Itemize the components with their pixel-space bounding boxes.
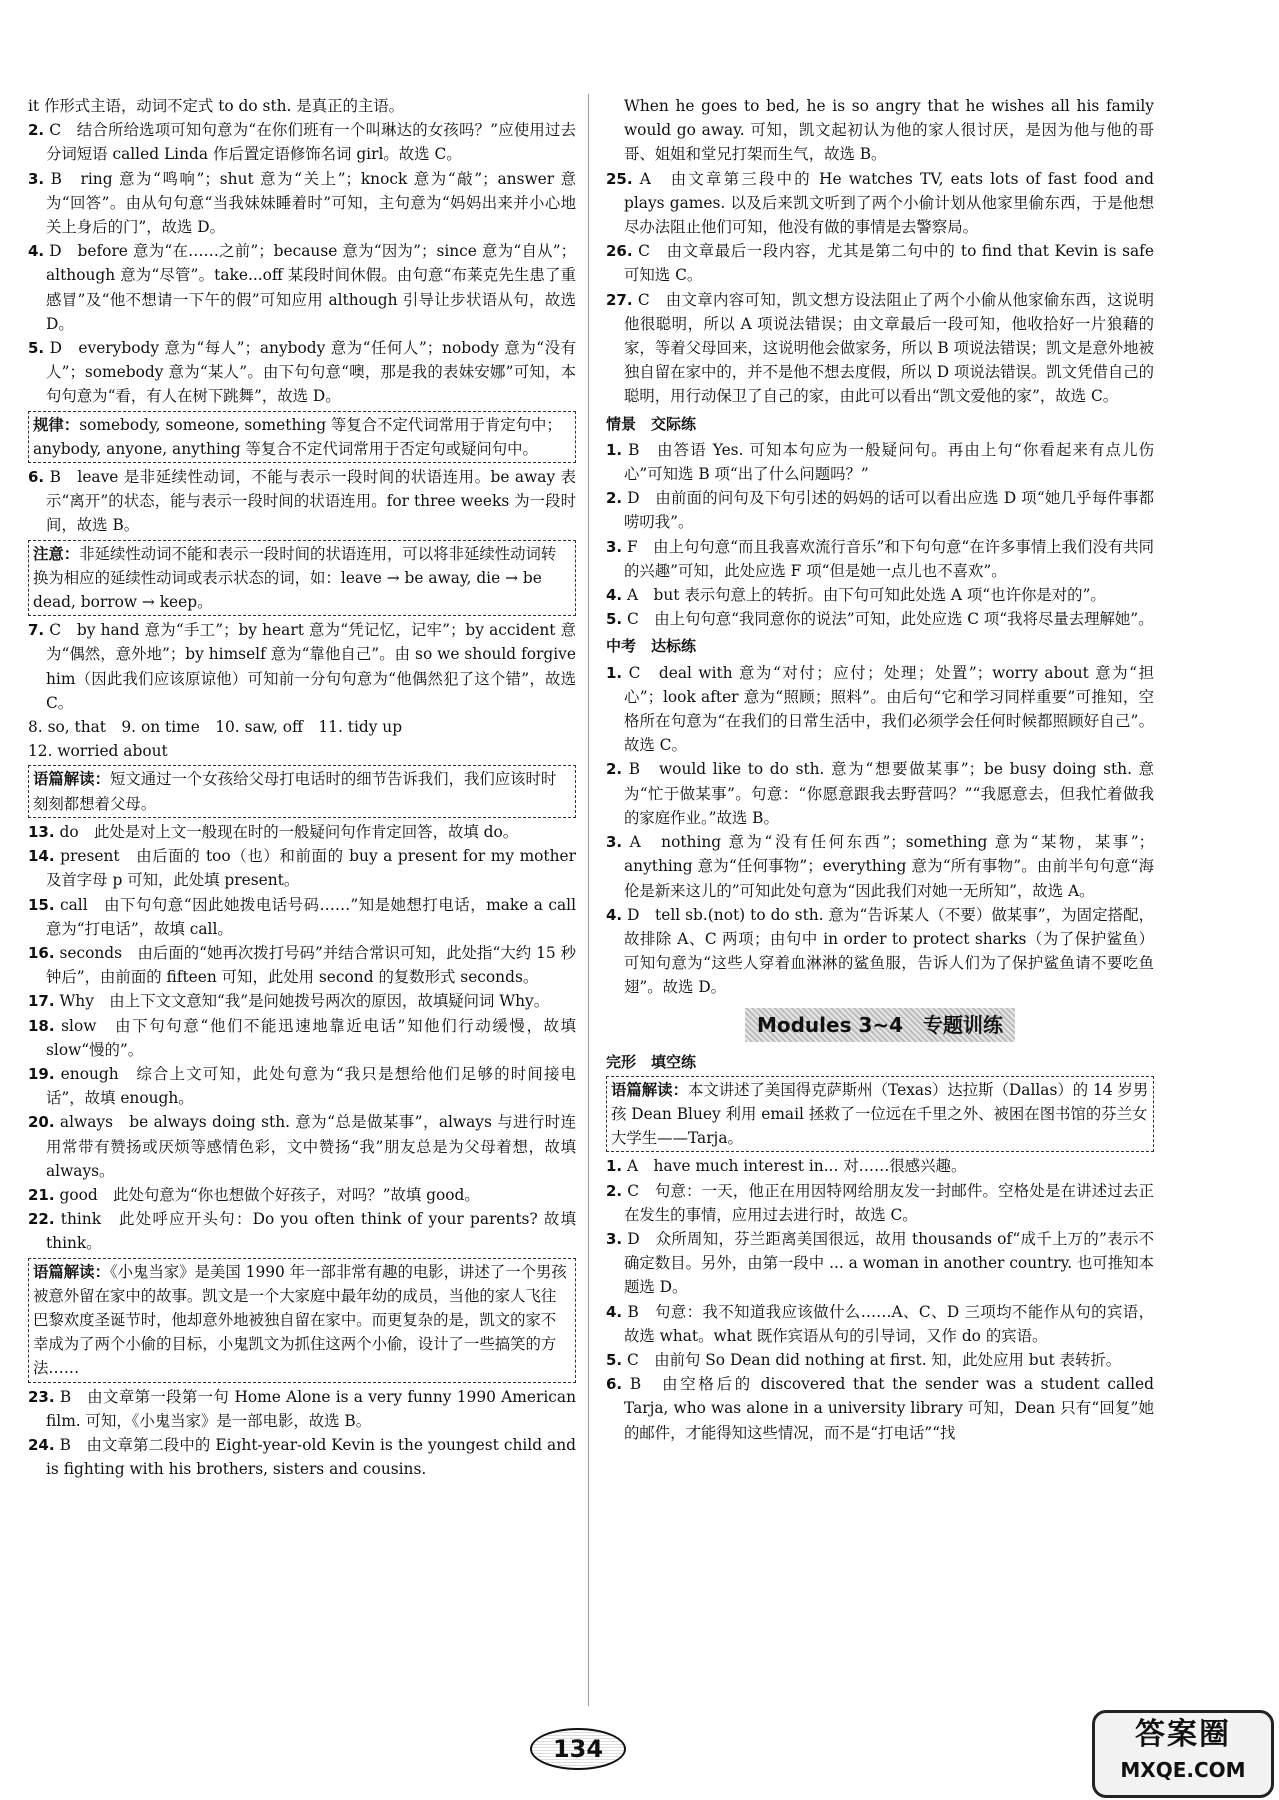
- section-heading-cloze: 完形 填空练: [606, 1052, 697, 1071]
- answer-number: 1.: [606, 663, 623, 682]
- answer-text: slow 由下句句意“他们不能迅速地靠近电话”知他们行动缓慢，故填 slow“慢的”。: [46, 1016, 576, 1059]
- note-box-text: somebody, someone, something 等复合不定代词常用于肯定句中；anybody, anyone, anything 等复合不定代词常用于否定句或疑问句中。: [33, 415, 562, 458]
- answer-item: [606, 1372, 1154, 1445]
- answer-item: [28, 1062, 576, 1110]
- answer-item: [28, 239, 576, 336]
- answer-number: 26.: [606, 242, 633, 261]
- answer-text: C deal with 意为“对付；应付；处理；处置”；worry about 意为“担心”；look after 意为“照顾；照料”。由后句“它和学习同样重要”可推知，空格所在句意为“在我们的日常生活中，我们必须学会任何时候都照顾好自己”。故选 C。: [622, 663, 1154, 755]
- answer-text: call 由下句句意“因此她拨电话号码……”知是她想打电话，make a call 意为“打电话”，故填 call。: [46, 895, 576, 938]
- answer-number: 15.: [28, 895, 55, 914]
- note-box-text: 本文讲述了美国得克萨斯州（Texas）达拉斯（Dallas）的 14 岁男孩 Dean Bluey 利用 email 拯救了一位远在千里之外、被困在图书馆的芬兰女大学生——Tarja。: [611, 1080, 1149, 1148]
- answer-item: [28, 715, 576, 739]
- answer-item: [28, 1110, 576, 1183]
- answer-number: 2.: [28, 121, 45, 140]
- answer-text: When he goes to bed, he is so angry that he wishes all his family would go away. 可知，凯文起初认为他的家人很讨厌，是因为他与他的哥哥、姐姐和堂兄打架而生气，故选 B。: [624, 97, 1154, 164]
- answer-text: C 由文章内容可知，凯文想方设法阻止了两个小偷从他家偷东西，这说明他很聪明，所以 A 项说法错误；由文章最后一段可知，他收拾好一片狼藉的家，等着父母回来，这说明他会做家务，所以 B 项说法错误；凯文是意外地被独自留在家中的，并不是他不想去度假，所以 D 项说法错误。凯文凭借自己的聪明，用行动保卫了自己的家，由此可以看出“凯文爱他的家”，故选 C。: [624, 290, 1155, 406]
- answer-item: [606, 239, 1154, 287]
- answer-text: seconds 由后面的“她再次拨打号码”并结合常识可知，此处指“大约 15 秒钟后”，由前面的 fifteen 可知，此处用 second 的复数形式 seconds。: [46, 943, 576, 987]
- answer-item: [28, 167, 576, 240]
- answer-item: [28, 1014, 576, 1062]
- answer-item: [28, 336, 576, 409]
- answer-item: [606, 1348, 1154, 1372]
- answer-number: 2.: [606, 1181, 623, 1200]
- note-box: [28, 411, 576, 463]
- note-box: [28, 540, 576, 617]
- answer-number: 5.: [606, 610, 623, 629]
- answer-text: C 由前句 So Dean did nothing at first. 知，此处应用 but 表转折。: [622, 1350, 1122, 1369]
- answer-number: 5.: [606, 1350, 623, 1369]
- answer-number: 3.: [606, 1229, 623, 1248]
- answer-text: B ring 意为“鸣响”；shut 意为“关上”；knock 意为“敲”；answer 意为“回答”。由从句句意“当我妹妹睡着时”可知，主句意为“妈妈出来并小心地关上身后的门”，故选 D。: [44, 169, 576, 237]
- answer-item: [606, 486, 1154, 534]
- answer-item: [28, 820, 576, 844]
- answer-item: [28, 1385, 576, 1433]
- answer-item: [606, 661, 1154, 758]
- answer-number: 13.: [28, 822, 55, 841]
- answer-text: B would like to do sth. 意为“想要做某事”；be busy doing sth. 意为“忙于做某事”。句意：“你愿意跟我去野营吗？”“我愿意去，但我忙着做我的家庭作业。”故选 B。: [622, 760, 1154, 827]
- answer-text: C 由文章最后一段内容，尤其是第二句中的 to find that Kevin is safe 可知选 C。: [624, 242, 1154, 285]
- answer-number: 22.: [28, 1210, 55, 1229]
- answer-number: 2.: [606, 760, 623, 779]
- page-number: 134: [530, 1728, 626, 1770]
- answer-item: [28, 1433, 576, 1481]
- answer-text: B 由文章第一段第一句 Home Alone is a very funny 1990 American film. 可知，《小鬼当家》是一部电影，故选 B。: [46, 1387, 576, 1430]
- answer-text: C 由上句句意“我同意你的说法”可知，此处应选 C 项“我将尽量去理解她”。: [622, 610, 1154, 629]
- answers-group-situational: [606, 438, 1154, 632]
- answer-number: 1.: [606, 1157, 623, 1176]
- answer-item: [606, 583, 1154, 607]
- section-heading-situational: 情景 交际练: [606, 414, 697, 433]
- answer-item: [606, 438, 1154, 486]
- note-box-label: 语篇解读：: [611, 1080, 688, 1099]
- section-heading-exam: 中考 达标练: [606, 637, 697, 656]
- answer-item: [606, 1300, 1154, 1348]
- answer-number: 5.: [28, 339, 45, 358]
- watermark-logo: [1092, 1710, 1274, 1798]
- answer-text: think 此处呼应开头句：Do you often think of your parents? 故填 think。: [46, 1210, 576, 1253]
- answer-number: 27.: [606, 290, 633, 309]
- answer-number: 25.: [606, 169, 633, 188]
- answer-text: B 句意：我不知道我应该做什么……A、C、D 三项均不能作从句的宾语，故选 what。what 既作宾语从句的引导词，又作 do 的宾语。: [622, 1302, 1154, 1345]
- answer-item: [28, 739, 576, 763]
- answer-text: C 结合所给选项可知句意为“在你们班有一个叫琳达的女孩吗？”应使用过去分词短语 called Linda 作后置定语修饰名词 girl。故选 C。: [44, 121, 576, 164]
- note-box-label: 语篇解读：: [33, 1262, 110, 1281]
- answer-text: D 由前面的问句及下句引述的妈妈的话可以看出应选 D 项“她几乎每件事都唠叨我”。: [622, 489, 1154, 532]
- answer-number: 20.: [28, 1113, 55, 1132]
- answer-text: D before 意为“在……之前”；because 意为“因为”；since 意为“自从”；although 意为“尽管”。take...off 某段时间休假。由句意“布莱克先生患了重感冒”及“他不想请一下午的假”可知应用 although 引导让步状语从句，故选 D。: [44, 242, 576, 333]
- answer-number: 4.: [606, 586, 623, 605]
- answer-item: [606, 535, 1154, 583]
- note-box: [28, 1258, 576, 1383]
- answer-item: [606, 1227, 1154, 1300]
- answer-item: [606, 1179, 1154, 1227]
- answer-number: 4.: [606, 905, 623, 924]
- answer-text: 8. so, that 9. on time 10. saw, off 11. tidy up: [28, 718, 403, 737]
- answer-text: B 由空格后的 discovered that the sender was a student called Tarja, who was alone in a university library 可知，Dean 只有“回复”她的邮件，才能得知这些情况，而不是“打电话”“找: [622, 1375, 1154, 1442]
- answer-item: [606, 288, 1154, 409]
- note-box-label: 规律：: [33, 415, 80, 434]
- answer-text: C 句意：一天，他正在用因特网给朋友发一封邮件。空格处是在讲述过去正在发生的事情，应用过去进行时，故选 C。: [622, 1181, 1154, 1224]
- answer-item: [606, 757, 1154, 830]
- answer-item: [28, 941, 576, 989]
- answer-number: 3.: [606, 833, 623, 852]
- answer-number: 21.: [28, 1185, 55, 1204]
- answer-item: [28, 94, 576, 118]
- answer-item: [606, 903, 1154, 1000]
- answer-item: [28, 118, 576, 166]
- answer-text: D 众所周知，芬兰距离美国很远，故用 thousands of“成千上万的”表示不确定数目。另外，由第一段中 ... a woman in another country. 也可推知本题选 D。: [622, 1229, 1154, 1297]
- answer-item: [28, 893, 576, 941]
- answer-item: [28, 1207, 576, 1255]
- answer-text: do 此处是对上文一般现在时的一般疑问句作肯定回答，故填 do。: [54, 822, 519, 841]
- left-column: [28, 94, 576, 1481]
- answer-number: 6.: [28, 468, 45, 487]
- answer-text: C by hand 意为“手工”；by heart 意为“凭记忆，记牢”；by accident 意为“偶然，意外地”；by himself 意为“靠他自己”。由 so we should forgive him（因此我们应该原谅他）可知前一分句句意为“他偶然犯了这个错”，故选 C。: [44, 621, 576, 712]
- answer-number: 4.: [28, 242, 45, 261]
- answer-text: F 由上句句意“而且我喜欢流行音乐”和下句句意“在许多事情上我们没有共同的兴趣”可知，此处应选 F 项“但是她一点儿也不喜欢”。: [622, 537, 1154, 580]
- answer-text: 12. worried about: [28, 742, 168, 761]
- answer-text: D everybody 意为“每人”；anybody 意为“任何人”；nobody 意为“没有人”；somebody 意为“某人”。由下句句意“噢，那是我的表妹安娜”可知，本句句意为“看，有人在树下跳舞”，故选 D。: [44, 339, 576, 406]
- answer-text: A 由文章第三段中的 He watches TV, eats lots of fast food and plays games. 以及后来凯文听到了两个小偷计划从他家里偷东西，于是他想尽办法阻止他们可知，他没有做的事情是去警察局。: [624, 169, 1154, 237]
- answer-item: [28, 618, 576, 715]
- answer-text: B leave 是非延续性动词，不能与表示一段时间的状语连用。be away 表示“离开”的状态，能与表示一段时间的状语连用。for three weeks 为一段时间，故选 B。: [44, 468, 576, 535]
- answer-text: A but 表示句意上的转折。由下句可知此处选 A 项“也许你是对的”。: [622, 586, 1106, 605]
- answers-group-cloze: [606, 1076, 1154, 1445]
- answer-number: 17.: [28, 992, 55, 1011]
- answer-text: enough 综合上文可知，此处句意为“我只是想给他们足够的时间接电话”，故填 enough。: [46, 1064, 576, 1108]
- answer-number: 19.: [28, 1064, 55, 1083]
- note-box: [28, 765, 576, 817]
- answers-group-exam: [606, 661, 1154, 1000]
- answer-item: [28, 1183, 576, 1207]
- answer-text: it 作形式主语，动词不定式 to do sth. 是真正的主语。: [28, 97, 405, 115]
- modules-banner: Modules 3~4 专题训练: [745, 1008, 1015, 1042]
- answer-number: 6.: [606, 1375, 623, 1394]
- answer-item: [28, 844, 576, 892]
- answer-number: 16.: [28, 943, 55, 962]
- answer-text: always be always doing sth. 意为“总是做某事”，always 与进行时连用常带有赞扬或厌烦等感情色彩，文中赞扬“我”朋友总是为父母着想，故填 always。: [46, 1113, 576, 1180]
- answer-number: 18.: [28, 1016, 55, 1035]
- watermark-top-text: 答案圈: [1135, 1717, 1231, 1752]
- note-box: [606, 1076, 1154, 1153]
- answer-item: [606, 1154, 1154, 1178]
- answer-number: 1.: [606, 440, 623, 459]
- note-box-label: 注意：: [33, 544, 80, 563]
- note-box-text: 《小鬼当家》是美国 1990 年一部非常有趣的电影，讲述了一个男孩被意外留在家中的故事。凯文是一个大家庭中最年幼的成员，当他的家人飞往巴黎欢度圣诞节时，他却意外地被独自留在家中。而更复杂的是，凯文的家不幸成为了两个小偷的目标，小鬼凯文为抓住这两个小偷，设计了一些搞笑的方法……: [33, 1262, 567, 1378]
- answer-text: present 由后面的 too（也）和前面的 buy a present for my mother 及首字母 p 可知，此处填 present。: [46, 847, 576, 890]
- answer-text: Why 由上下文文意知“我”是问她拨号两次的原因，故填疑问词 Why。: [54, 992, 550, 1011]
- answer-text: good 此处句意为“你也想做个好孩子，对吗？”故填 good。: [54, 1185, 480, 1204]
- note-box-label: 语篇解读：: [33, 770, 110, 789]
- watermark-bottom-text: MXQE.COM: [1120, 1758, 1246, 1782]
- answer-item: [28, 465, 576, 538]
- answer-item: [606, 607, 1154, 631]
- answer-number: 14.: [28, 847, 55, 866]
- answer-text: B 由答语 Yes. 可知本句应为一般疑问句。再由上句“你看起来有点儿伤心”可知选 B 项“出了什么问题吗？”: [622, 440, 1154, 484]
- answer-item: [606, 830, 1154, 903]
- answers-group-a: [606, 94, 1154, 409]
- answer-number: 4.: [606, 1302, 623, 1321]
- answer-number: 7.: [28, 621, 45, 640]
- answer-number: 2.: [606, 489, 623, 508]
- answer-number: 23.: [28, 1387, 55, 1406]
- answer-text: A have much interest in... 对……很感兴趣。: [622, 1157, 967, 1176]
- answer-item: [606, 167, 1154, 240]
- answer-number: 24.: [28, 1435, 55, 1454]
- answer-number: 3.: [28, 169, 45, 188]
- note-box-text: 短文通过一个女孩给父母打电话时的细节告诉我们，我们应该时时刻刻都想着父母。: [33, 770, 557, 813]
- answer-number: 3.: [606, 537, 623, 556]
- note-box-text: 非延续性动词不能和表示一段时间的状语连用，可以将非延续性动词转换为相应的延续性动词或表示状态的词，如：leave → be away, die → be dead, borrow → keep。: [33, 544, 557, 612]
- answer-item: [606, 94, 1154, 167]
- answer-item: [28, 989, 576, 1013]
- answer-text: A nothing 意为“没有任何东西”；something 意为“某物，某事”；anything 意为“任何事物”；everything 意为“所有事物”。由前半句句意“海伦是新来这儿的”可知此处句意为“因此我们对她一无所知”，故选 A。: [622, 833, 1154, 900]
- answer-text: B 由文章第二段中的 Eight-year-old Kevin is the youngest child and is fighting with his brothers, sisters and cousins.: [46, 1435, 576, 1479]
- right-column: [606, 94, 1154, 1445]
- answer-text: D tell sb.(not) to do sth. 意为“告诉某人（不要）做某事”，为固定搭配，故排除 A、C 两项；由句中 in order to protect sharks（为了保护鲨鱼）可知句意为“这些人穿着血淋淋的鲨鱼服，告诉人们为了保护鲨鱼请不要吃鱼翅”。故选 D。: [622, 905, 1154, 997]
- column-divider: [588, 94, 589, 1706]
